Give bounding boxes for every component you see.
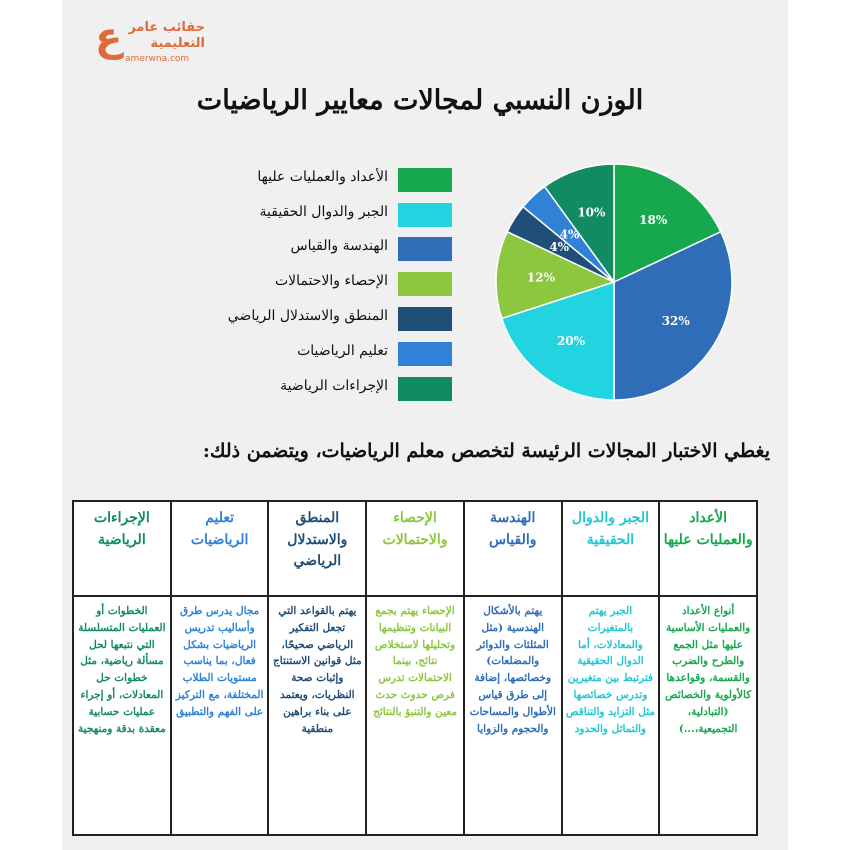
legend-item: [200, 342, 452, 368]
column-header: الهندسة والقياس: [464, 501, 562, 596]
legend-item: [200, 237, 452, 263]
legend-label: الهندسة والقياس: [290, 238, 388, 254]
legend-item: [200, 272, 452, 298]
pie-data-label: 20%: [556, 334, 586, 349]
column-description: يهتم بالأشكال الهندسية (مثل المثلثات والدوائر والمضلعات) وخصائصها، إضافة إلى طرق قياس الأطوال والمساحات والحجوم والزوايا: [464, 596, 562, 835]
legend-item: [200, 307, 452, 333]
legend-label: المنطق والاستدلال الرياضي: [227, 308, 388, 324]
column-description: الجبر يهتم بالمتغيرات والمعادلات، أما الدوال الحقيقية فترتبط بين متغيرين وتدرس خصائصها مثل التزايد والتناقص والتماثل والحدود: [562, 596, 660, 835]
legend-swatch: [398, 272, 452, 296]
logo-glyph: ع: [95, 14, 123, 60]
legend-swatch: [398, 377, 452, 401]
column-header: تعليم الرياضيات: [171, 501, 269, 596]
logo-site: amerwna.com: [125, 54, 190, 64]
column-header: الإحصاء والاحتمالات: [366, 501, 464, 596]
legend-label: تعليم الرياضيات: [297, 343, 388, 359]
logo-line-1: حقائب عامر: [128, 20, 205, 35]
pie-chart: [494, 162, 734, 402]
section-subtitle: يغطي الاختبار المجالات الرئيسة لتخصص معلم الرياضيات، ويتضمن ذلك:: [202, 440, 770, 462]
legend-label: الإجراءات الرياضية: [280, 378, 388, 394]
table-header-row: [73, 501, 757, 596]
legend-swatch: [398, 307, 452, 331]
logo-line-2: التعليمية: [150, 36, 205, 51]
column-description: أنواع الأعداد والعمليات الأساسية عليها مثل الجمع والطرح والضرب والقسمة، وقواعدها كالأولوية والخصائص (التبادلية، التجميعية،...): [659, 596, 757, 835]
pie-data-label: 4%: [549, 240, 570, 255]
legend-swatch: [398, 203, 452, 227]
table-row: [73, 596, 757, 835]
pie-data-label: 10%: [577, 205, 606, 220]
legend-swatch: [398, 237, 452, 261]
column-header: الإجراءات الرياضية: [73, 501, 171, 596]
legend-label: الأعداد والعمليات عليها: [257, 169, 388, 185]
legend-label: الجبر والدوال الحقيقية: [259, 204, 388, 220]
domains-table: [72, 500, 758, 836]
legend-swatch: [398, 342, 452, 366]
column-description: يهتم بالقواعد التي تجعل التفكير الرياضي صحيحًا، مثل قوانين الاستنتاج وإثبات صحة النظريات، ويعتمد على بناء براهين منطقية: [268, 596, 366, 835]
legend-swatch: [398, 168, 452, 192]
page-title: الوزن النسبي لمجالات معايير الرياضيات: [196, 85, 644, 116]
pie-data-label: 4%: [559, 227, 580, 242]
legend-label: الإحصاء والاحتمالات: [274, 273, 388, 289]
column-header: المنطق والاستدلال الرياضي: [268, 501, 366, 596]
column-header: الأعداد والعمليات عليها: [659, 501, 757, 596]
pie-data-label: 12%: [526, 270, 556, 285]
column-description: مجال يدرس طرق وأساليب تدريس الرياضيات بشكل فعال، بما يناسب مستويات الطلاب المختلفة، مع التركيز على الفهم والتطبيق: [171, 596, 269, 835]
column-description: الإحصاء يهتم بجمع البيانات وتنظيمها وتحليلها لاستخلاص نتائج، بينما الاحتمالات تدرس فرص حدوث حدث معين والتنبؤ بالنتائج: [366, 596, 464, 835]
column-header: الجبر والدوال الحقيقية: [562, 501, 660, 596]
column-description: الخطوات أو العمليات المتسلسلة التي نتبعها لحل مسألة رياضية، مثل خطوات حل المعادلات، أو إجراء عمليات حسابية معقدة بدقة ومنهجية: [73, 596, 171, 835]
pie-data-label: 18%: [639, 213, 668, 228]
legend-item: [200, 203, 452, 229]
legend-item: [200, 168, 452, 194]
legend-item: [200, 377, 452, 403]
logo: [95, 14, 205, 68]
pie-data-label: 32%: [661, 314, 690, 329]
